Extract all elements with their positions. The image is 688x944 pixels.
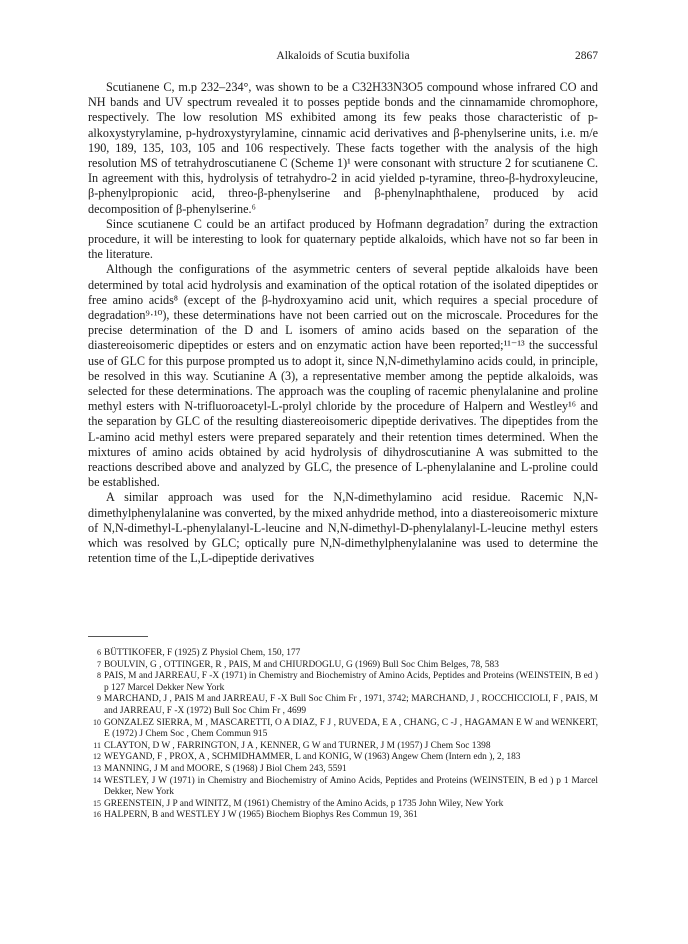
reference-text: GONZALEZ SIERRA, M , MASCARETTI, O A DIAZ, F J , RUVEDA, E A , CHANG, C -J , HAGAMAN E W and WENKERT, E (1972) J Chem Soc , Chem Commun 915	[104, 717, 598, 740]
paragraph: Since scutianene C could be an artifact produced by Hofmann degradation⁷ during the extraction procedure, it will be interesting to look for quaternary peptide alkaloids, which have not so far been in the literature.	[88, 216, 598, 262]
reference-item	[88, 764, 598, 776]
reference-text: CLAYTON, D W , FARRINGTON, J A , KENNER, G W and TURNER, J M (1957) J Chem Soc 1398	[104, 740, 491, 751]
reference-item	[88, 752, 598, 764]
paragraph: Scutianene C, m.p 232–234°, was shown to be a C32H33N3O5 compound whose infrared CO and NH bands and UV spectrum revealed it to posses peptide bonds and the cinnamamide chromophore, respectively. The low resolution MS exhibited among its few peaks those characteristic of p-alkoxystyrylamine, p-hydroxystyrylamine, cinnamic acid derivatives and β-phenylserine units, i.e. m/e 190, 189, 135, 103, 105 and 106 respectively. These facts together with the analysis of the high resolution MS of tetrahydroscutianene C (Scheme 1)¹ were consonant with structure 2 for scutianene C. In agreement with this, hydrolysis of tetrahydro-2 in acid yielded p-tyramine, threo-β-hydroxyleucine, β-phenylpropionic acid, threo-β-phenylserine and β-phenylnaphthalene, produced by acid decomposition of β-phenylserine.⁶	[88, 80, 598, 216]
reference-number: 16	[93, 810, 101, 820]
reference-item	[88, 694, 598, 717]
reference-item	[88, 776, 598, 799]
reference-list	[88, 648, 598, 822]
running-title: Alkaloids of Scutia buxifolia	[276, 50, 410, 62]
reference-text: PAIS, M and JARREAU, F -X (1971) in Chemistry and Biochemistry of Amino Acids, Peptides and Proteins (WEINSTEIN, B ed ) p 127 Marcel Dekker New York	[104, 671, 598, 693]
reference-text: BÜTTIKOFER, F (1925) Z Physiol Chem, 150, 177	[104, 648, 301, 658]
running-header	[88, 50, 598, 66]
reference-number: 15	[93, 798, 101, 808]
body-text	[88, 80, 598, 567]
footnote-divider	[88, 636, 148, 637]
reference-text: WEYGAND, F , PROX, A , SCHMIDHAMMER, L and KONIG, W (1963) Angew Chem (Intern edn ), 2, 183	[104, 752, 521, 763]
reference-number: 11	[93, 740, 101, 750]
reference-item	[88, 671, 598, 694]
reference-number: 12	[93, 752, 101, 762]
reference-item	[88, 718, 598, 741]
reference-number: 9	[97, 694, 101, 704]
reference-item	[88, 810, 598, 822]
reference-text: GREENSTEIN, J P and WINITZ, M (1961) Chemistry of the Amino Acids, p 1735 John Wiley, New York	[104, 798, 504, 809]
reference-item	[88, 648, 598, 660]
reference-item	[88, 660, 598, 672]
page-number: 2867	[575, 50, 598, 62]
reference-text: MARCHAND, J , PAIS M and JARREAU, F -X Bull Soc Chim Fr , 1971, 3742; MARCHAND, J , ROCCHICCIOLI, F , PAIS, M and JARREAU, F -X (1972) Bull Soc Chim Fr , 4699	[104, 694, 598, 716]
reference-number: 8	[97, 671, 101, 681]
paragraph: Although the configurations of the asymmetric centers of several peptide alkaloids have been determined by total acid hydrolysis and examination of the optical rotation of the isolated dipeptides or free amino acids⁸ (except of the β-hydroxyamino acid unit, which requires a special procedure of degradation⁹·¹⁰), these determinations have not been carried out on the microscale. Procedures for the precise determination of the D and L isomers of amino acids based on the separation of the diastereoisomeric dipeptides or esters and on enzymatic action have been reported;¹¹⁻¹³ the successful use of GLC for this purpose prompted us to adopt it, since N,N-dimethylamino acids could, in principle, be resolved in this way. Scutianine A (3), a representative member among the peptide alkaloids, was selected for these determinations. The approach was the coupling of racemic phenylalanine and proline methyl esters with N-trifluoroacetyl-L-prolyl chloride by the procedure of Halpern and Westley¹⁶ and the separation by GLC of the resulting diastereoisomeric dipeptide derivatives. The dipeptides from the L-amino acid methyl esters were prepared separately and their retention times determined. When the mixtures of amino acids obtained by acid hydrolysis of dihydroscutianine A was submitted to the reactions described above and analyzed by GLC, the presence of L-phenylalanine and L-proline could be established.	[88, 262, 598, 490]
paragraph: A similar approach was used for the N,N-dimethylamino acid residue. Racemic N,N-dimethylphenylalanine was converted, by the mixed anhydride method, into a diastereoisomeric mixture of N,N-dimethyl-L-phenylalanyl-L-leucine and N,N-dimethyl-D-phenylalanyl-L-leucine methyl esters which was resolved by GLC; optically pure N,N-dimethylphenylalanine was used to determine the retention time of the L,L-dipeptide derivatives	[88, 490, 598, 566]
reference-text: HALPERN, B and WESTLEY J W (1965) Biochem Biophys Res Commun 19, 361	[104, 810, 418, 821]
reference-number: 10	[93, 717, 101, 727]
reference-item	[88, 799, 598, 811]
reference-number: 7	[97, 659, 101, 669]
reference-number: 13	[93, 763, 101, 773]
reference-text: BOULVIN, G , OTTINGER, R , PAIS, M and CHIURDOGLU, G (1969) Bull Soc Chim Belges, 78, 583	[104, 659, 499, 670]
reference-text: MANNING, J M and MOORE, S (1968) J Biol Chem 243, 5591	[104, 763, 347, 774]
reference-number: 6	[97, 648, 101, 657]
reference-text: WESTLEY, J W (1971) in Chemistry and Biochemistry of Amino Acids, Peptides and Proteins (WEINSTEIN, B ed ) p 1 Marcel Dekker, New York	[104, 775, 598, 798]
reference-number: 14	[93, 775, 101, 785]
reference-item	[88, 741, 598, 753]
